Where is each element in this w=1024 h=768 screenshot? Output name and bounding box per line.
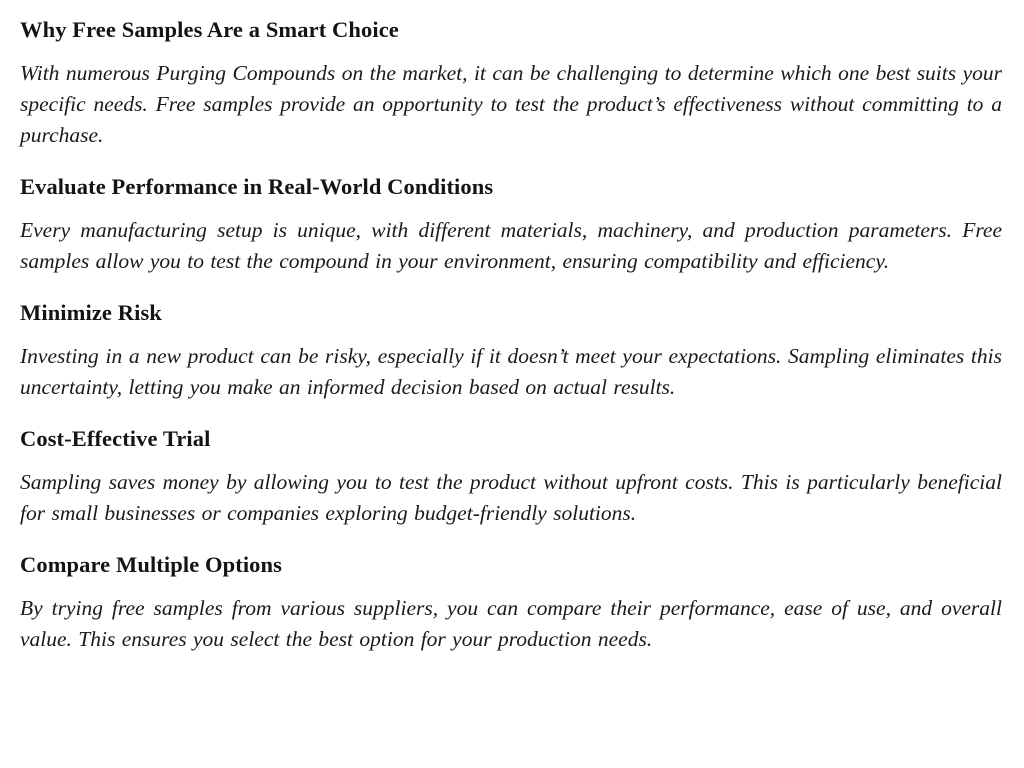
section-paragraph: Every manufacturing setup is unique, with different materials, machinery, and production parameters. Free samples allow you to test the compound in your environment, ensuring compatibility and efficiency.	[20, 218, 1002, 273]
section-heading: Cost-Effective Trial	[20, 426, 211, 451]
section-paragraph: Sampling saves money by allowing you to test the product without upfront costs. This is particularly beneficial for small businesses or companies exploring budget-friendly solutions.	[20, 470, 1002, 525]
section-why-free-samples	[20, 16, 1002, 151]
section-evaluate-performance	[20, 173, 1002, 277]
section-heading: Compare Multiple Options	[20, 552, 282, 577]
section-heading: Evaluate Performance in Real-World Conditions	[20, 174, 494, 199]
section-paragraph: By trying free samples from various suppliers, you can compare their performance, ease of use, and overall value. This ensures you select the best option for your production needs.	[20, 596, 1002, 651]
section-compare-multiple-options	[20, 551, 1002, 655]
section-cost-effective-trial	[20, 425, 1002, 529]
section-heading: Minimize Risk	[20, 300, 162, 325]
section-heading: Why Free Samples Are a Smart Choice	[20, 17, 399, 42]
section-paragraph: Investing in a new product can be risky, especially if it doesn’t meet your expectations. Sampling eliminates this uncertainty, letting you make an informed decision based on actual results.	[20, 344, 1002, 399]
section-paragraph: With numerous Purging Compounds on the market, it can be challenging to determine which one best suits your specific needs. Free samples provide an opportunity to test the product’s effectiveness without committing to a purchase.	[20, 61, 1002, 147]
section-minimize-risk	[20, 299, 1002, 403]
